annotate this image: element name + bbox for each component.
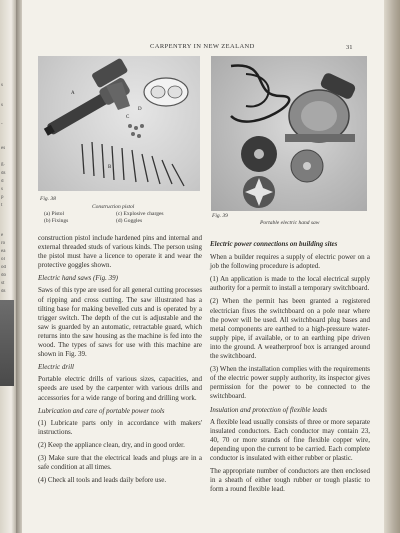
- prev-page-fragment: p: [1, 195, 4, 200]
- power-item: (1) An application is made to the local electrical supply authority for a permit to install a temporary switchboard.: [210, 275, 370, 293]
- previous-page-edge: [0, 0, 16, 533]
- lubrication-item: (1) Lubricate parts only in accordance with makers' instructions.: [38, 418, 202, 436]
- legend-item: (d) Goggles: [116, 217, 143, 224]
- prev-page-fragment: ro: [1, 241, 6, 246]
- drill-paragraph: Portable electric drills of various sizes, capacities, and speeds are used by the carpenter with various drills and accessories for a wide range of boring and drilling work.: [38, 375, 202, 402]
- prev-page-fragment: do: [1, 273, 6, 278]
- prev-page-fragment: st: [1, 281, 5, 286]
- power-intro: When a builder requires a supply of electric power on a job the following procedure is adopted.: [210, 253, 370, 271]
- left-text-column: [38, 234, 202, 489]
- prev-page-fragment: s: [1, 187, 3, 192]
- prev-page-fragment: g.: [1, 162, 5, 167]
- insulation-paragraph: A flexible lead usually consists of three or more separate insulated conductors. Each conductor may contain 23, 40, 70 or more strands of fine flexible copper wire, depending upon the current to be carried. Each complete conductor is insulated with either rubber or plastic.: [210, 417, 370, 462]
- prev-page-fragment: s: [1, 83, 3, 88]
- prev-page-fragment: s: [1, 103, 3, 108]
- section-heading-drill: Electric drill: [38, 363, 74, 372]
- prev-page-fragment: ds: [1, 289, 6, 294]
- lubrication-item: (2) Keep the appliance clean, dry, and in good order.: [38, 440, 185, 449]
- section-heading-power: Electric power connections on building sites: [210, 240, 338, 248]
- electric-hand-saw-illustration: [211, 56, 367, 211]
- section-heading-saws: Electric hand saws (Fig. 39): [38, 274, 118, 283]
- fig-38-title: Construction pistol: [92, 204, 135, 210]
- prev-page-fragment: e: [1, 233, 4, 238]
- fig-38-legend-left: [44, 211, 68, 224]
- lubrication-item: (4) Check all tools and leads daily before use.: [38, 476, 167, 485]
- prev-page-fragment: d: [1, 179, 4, 184]
- prev-page-photo: [0, 300, 14, 386]
- section-heading-insulation: Insulation and protection of flexible leads: [210, 405, 327, 414]
- prev-page-fragment: ol: [1, 257, 5, 262]
- power-item: (3) When the installation complies with the requirements of the electric power supply authority, its inspector gives permission for the power to be connected to the switchboard.: [210, 365, 370, 401]
- legend-item: (b) Fixings: [44, 217, 69, 224]
- construction-pistol-photo: [38, 56, 200, 191]
- running-head: CARPENTRY IN NEW ZEALAND: [150, 43, 255, 50]
- photo-label-b: B: [108, 165, 112, 170]
- insulation-paragraph: The appropriate number of conductors are then enclosed in a sheath of either tough rubber or tough plastic to form a round flexible lead.: [210, 467, 370, 494]
- fig-39-title: Portable electric hand saw: [260, 220, 320, 226]
- lubrication-item: (3) Make sure that the electrical leads and plugs are in a safe condition at all times.: [38, 453, 202, 472]
- right-text-column: [210, 240, 370, 498]
- fig-38-number: Fig. 38: [40, 196, 56, 202]
- intro-paragraph: construction pistol include hardened pins and internal and external threaded studs of various kinds. The person using the pistol must have a licence to operate it and wear the protective goggles shown.: [38, 234, 202, 270]
- power-item: (2) When the permit has been granted a registered electrician fixes the switchboard on a pole near where the power will be used. All switchboard plug bases and metal components are earthed to a high-pressure water-supply pipe, if available, or to an earthing pipe driven into the ground. A weatherproof box is arranged around the switchboard.: [210, 297, 370, 361]
- construction-pistol-illustration: [38, 56, 200, 191]
- legend-item: (c) Explosive charges: [116, 211, 164, 217]
- electric-hand-saw-photo: [211, 56, 367, 211]
- prev-page-fragment: ea: [1, 249, 6, 254]
- prev-page-fragment: t: [1, 203, 3, 208]
- prev-page-fragment: ds: [1, 171, 6, 176]
- photo-label-d: D: [138, 107, 142, 112]
- legend-item: (a) Pistol: [44, 211, 65, 217]
- photo-label-c: C: [126, 115, 130, 120]
- page-number: 31: [346, 44, 353, 51]
- fig-39-number: Fig. 39: [212, 213, 228, 219]
- fig-38-legend-right: [116, 211, 164, 224]
- section-heading-lubrication: Lubrication and care of portable power tools: [38, 406, 165, 415]
- page-stack-edge: [384, 0, 400, 533]
- saws-paragraph: Saws of this type are used for all general cutting processes of ripping and cross cutting. The saw illustrated has a tilting base for making bevelled cuts and is operated by a trigger switch. The depth of the cut is adjustable and the saw is guarded by an automatic, retractable guard, which returns into the saw housing as the machine is fed into the wood. The types of saws for use with this machine are shown in Fig. 39.: [38, 286, 202, 359]
- photo-label-a: A: [71, 91, 75, 96]
- prev-page-fragment: -: [1, 122, 3, 127]
- prev-page-fragment: es: [1, 146, 6, 151]
- prev-page-fragment: od: [1, 265, 6, 270]
